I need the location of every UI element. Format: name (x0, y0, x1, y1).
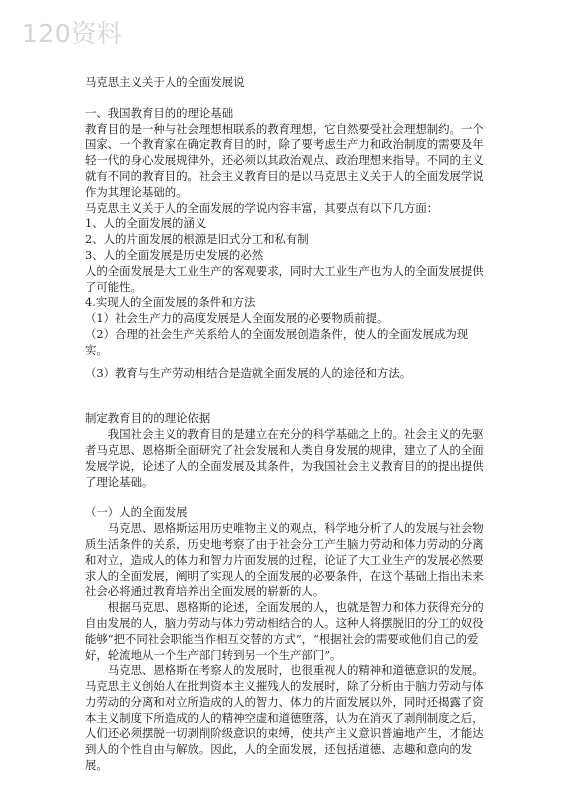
list-item: 4.实现人的全面发展的条件和方法 (85, 295, 256, 310)
list-item: 3、人的全面发展是历史发展的必然 (85, 247, 264, 262)
sub-item: （2）合理的社会生产关系给人的全面发展创造条件，使人的全面发展成为现实。 (85, 326, 469, 357)
document-body (85, 75, 485, 774)
section2-paragraph-4: 马克思、恩格斯在考察人的发展时，也很重视人的精神和道德意识的发展。马克思主义创始人在批判资本主义摧残人的发展时，除了分析由于脑力劳动与体力劳动的分离和对立所造成的人的智力、体力的片面发展以外，同时还揭露了资本主义制度下所造成的人的精神空虚和道德堕落，认为在消灭了剥削制度之后，人们还必须摆脱一切剥削阶级意识的束缚，使共产主义意识普遍地产生，才能达到人的个性自由与解放。因此，人的全面发展，还包括道德、志趣和意向的发展。 (85, 663, 484, 773)
list-item: 2、人的片面发展的根源是旧式分工和私有制 (85, 232, 309, 247)
document-title: 马克思主义关于人的全面发展说 (85, 75, 245, 89)
list-item: 1、人的全面发展的涵义 (85, 216, 207, 231)
section1-heading: 一、我国教育目的的理论基础 (85, 105, 234, 120)
section2-subheading: （一）人的全面发展 (85, 505, 188, 520)
section2-paragraph-3: 根据马克思、恩格斯的论述，全面发展的人，也就是智力和体力获得充分的自由发展的人，脑力劳动与体力劳动相结合的人。这种人将摆脱旧的分工的奴役能够“把不同社会职能当作相互交替的方式”，“根据社会的需要或他们自己的爱好，轮流地从一个生产部门转到另一个生产部门”。 (85, 600, 484, 662)
section2-paragraph-1: 我国社会主义的教育目的是建立在充分的科学基础之上的。社会主义的先驱者马克思、恩格斯全面研究了社会发展和人类自身发展的规律，建立了人的全面发展学说，论述了人的全面发展及其条件，为我国社会主义教育目的的提出提供了理论基础。 (85, 427, 484, 489)
watermark: 120资料 (22, 19, 123, 48)
section2-paragraph-2: 马克思、恩格斯运用历史唯物主义的观点，科学地分析了人的发展与社会物质生活条件的关系，历史地考察了由于社会分工产生脑力劳动和体力劳动的分离和对立，造成人的体力和智力片面发展的过程，论证了大工业生产的发展必然要求人的全面发展，阐明了实现人的全面发展的必要条件，在这个基础上指出未来社会必将通过教育培养出全面发展的崭新的人。 (85, 521, 484, 599)
sub-item: （1）社会生产力的高度发展是人全面发展的必要物质前提。 (85, 311, 389, 326)
section1-paragraph-1: 教育目的是一种与社会理想相联系的教育理想，它自然要受社会理想制约。一个国家、一个教育家在确定教育目的时，除了要考虑生产力和政治制度的需要及年轻一代的身心发展规律外，还必须以其政治观点、政治理想来指导。不同的主义就有不同的教育目的。社会主义教育目的是以马克思主义关于人的全面发展学说作为其理论基础的。 (85, 121, 484, 199)
sub-item: （3）教育与生产劳动相结合是造就全面发展的人的途径和方法。 (85, 365, 412, 380)
section2-heading: 制定教育目的的理论依据 (85, 411, 211, 426)
section1-paragraph-2: 马克思主义关于人的全面发展的学说内容丰富，其要点有以下几方面： (85, 200, 439, 215)
section1-paragraph-3: 人的全面发展是大工业生产的客观要求，同时大工业生产也为人的全面发展提供了可能性。 (85, 263, 484, 294)
